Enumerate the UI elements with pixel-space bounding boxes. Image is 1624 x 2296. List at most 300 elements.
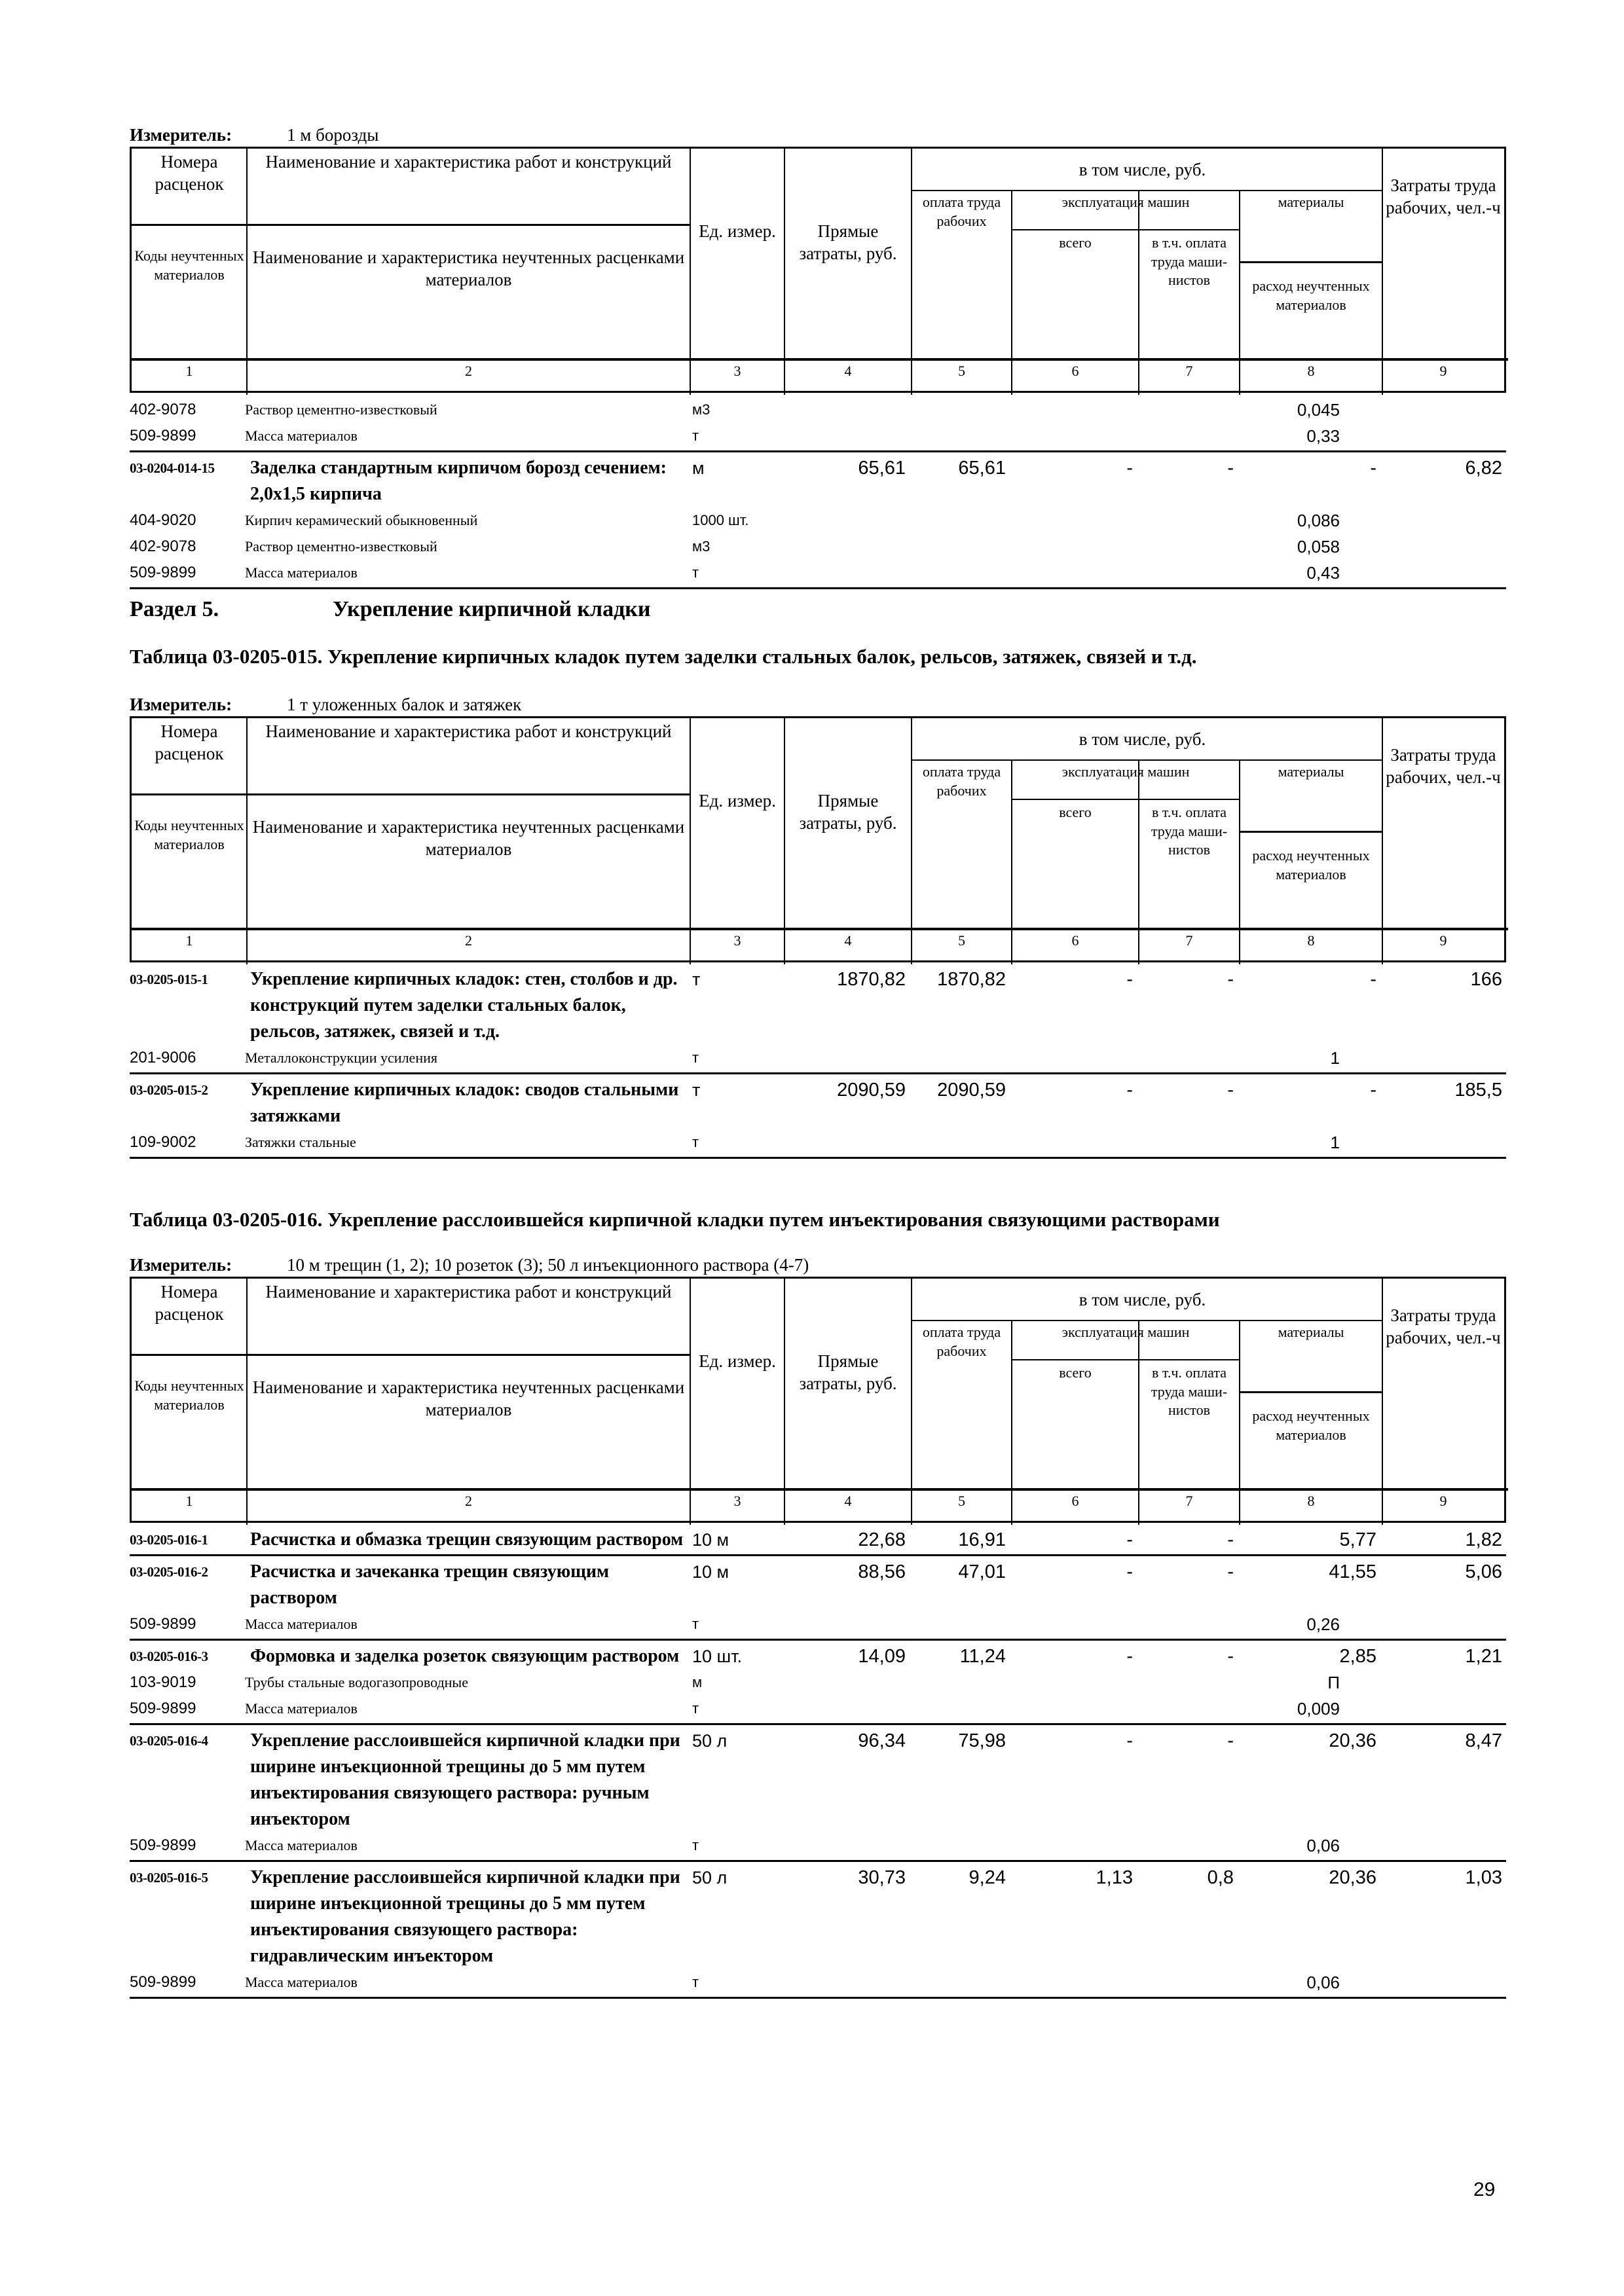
empty-cell: [783, 1045, 910, 1071]
empty-cell: [1137, 1129, 1238, 1156]
rate-code: 509-9899: [130, 427, 196, 445]
rate-code: 509-9899: [130, 1973, 196, 1991]
header-column-number: 9: [1439, 363, 1447, 379]
empty-cell: [1010, 423, 1137, 449]
table-rule: [1012, 1359, 1240, 1360]
empty-cell: [910, 1696, 1010, 1722]
rate-code: 402-9078: [130, 538, 196, 555]
table-rule: [132, 224, 690, 226]
table-rule: [912, 759, 1382, 761]
unit: м: [692, 458, 705, 478]
header-column-number: 7: [1185, 1493, 1193, 1509]
empty-cell: [1380, 1832, 1506, 1859]
rate-name: Масса материалов: [245, 428, 358, 444]
empty-cell: [910, 1611, 1010, 1637]
material-consumption: 0,009: [1297, 1699, 1340, 1719]
table-header: [130, 1277, 1506, 1523]
material-consumption: 0,26: [1306, 1614, 1340, 1634]
header-column-number: 2: [465, 932, 472, 949]
page-number: 29: [1473, 2179, 1496, 2200]
table-rule: [132, 928, 1508, 930]
header-materials-unaccounted: расход неучтенных материалов: [1252, 278, 1370, 313]
header-labor-pay: оплата труда рабочих: [922, 1324, 1001, 1359]
rate-name: Масса материалов: [245, 1974, 358, 1990]
group-separator: [130, 1157, 1506, 1159]
rate-row: [130, 455, 1506, 507]
material-row: [130, 1696, 1506, 1722]
empty-cell: [1137, 1969, 1238, 1995]
empty-cell: [1137, 1696, 1238, 1722]
materials: 5,77: [1339, 1529, 1376, 1550]
empty-cell: [1380, 397, 1506, 423]
table-header: [130, 147, 1506, 393]
empty-cell: [1137, 397, 1238, 423]
material-row: [130, 1611, 1506, 1637]
material-row: [130, 423, 1506, 449]
empty-cell: [910, 1045, 1010, 1071]
empty-cell: [783, 1832, 910, 1859]
header-rates: Номера расценок: [155, 1282, 224, 1324]
direct-costs: 30,73: [858, 1867, 906, 1888]
material-consumption: 0,06: [1306, 1973, 1340, 1992]
labor-pay: 11,24: [959, 1646, 1006, 1667]
material-consumption: 0,33: [1306, 426, 1340, 446]
header-labor-pay: оплата труда рабочих: [922, 763, 1001, 799]
labor-pay: 1870,82: [937, 969, 1006, 990]
empty-cell: [1137, 423, 1238, 449]
machines-labor: -: [1227, 1529, 1234, 1550]
unit: 50 л: [692, 1868, 728, 1887]
rate-name: Расчистка и обмазка трещин связующим раствором: [250, 1529, 684, 1550]
table-rule: [1012, 229, 1240, 230]
empty-cell: [1010, 1969, 1137, 1995]
rate-name: Кирпич керамический обыкновенный: [245, 512, 478, 528]
header-column-number: 4: [844, 363, 852, 379]
header-machines-labor: в т.ч. оплата труда маши-нистов: [1151, 1364, 1228, 1419]
material-consumption: 0,058: [1297, 537, 1340, 556]
unit: 50 л: [692, 1731, 728, 1751]
unit: т: [692, 1049, 699, 1066]
machines-labor: -: [1227, 458, 1234, 479]
header-column-number: 7: [1185, 932, 1193, 949]
header-machines-labor: в т.ч. оплата труда маши-нистов: [1151, 804, 1228, 858]
empty-cell: [1010, 1045, 1137, 1071]
group-separator: [130, 1723, 1506, 1725]
labor-cost: 5,06: [1465, 1561, 1502, 1582]
material-consumption: 1: [1330, 1133, 1340, 1152]
empty-cell: [783, 1611, 910, 1637]
table-header: [130, 716, 1506, 962]
rate-row: [130, 1527, 1506, 1553]
rate-name: Масса материалов: [245, 1700, 358, 1717]
rate-code: 509-9899: [130, 1615, 196, 1633]
rate-name: Расчистка и зачеканка трещин связующим раствором: [250, 1561, 610, 1608]
empty-cell: [1380, 507, 1506, 534]
unit: 10 шт.: [692, 1647, 743, 1666]
empty-cell: [1137, 1669, 1238, 1696]
direct-costs: 65,61: [858, 458, 906, 479]
group-separator: [130, 587, 1506, 589]
table-body: [130, 966, 1506, 1159]
header-column-number: 6: [1071, 932, 1079, 949]
rate-row: [130, 1077, 1506, 1129]
unit: т: [692, 1080, 701, 1100]
header-including: в том числе, руб.: [1079, 729, 1206, 749]
table-block-016: [130, 1253, 1506, 2001]
measure-line: [130, 123, 1506, 147]
machines-labor: -: [1227, 1646, 1234, 1667]
rate-row: [130, 1643, 1506, 1669]
table-block-1: [130, 123, 1506, 592]
section-number: Раздел 5.: [130, 597, 219, 621]
header-column-number: 6: [1071, 1493, 1079, 1509]
measure-value: 1 м борозды: [287, 125, 379, 145]
materials: -: [1370, 458, 1376, 479]
measure-label: Измеритель:: [130, 1255, 232, 1275]
empty-cell: [783, 423, 910, 449]
empty-cell: [1137, 1832, 1238, 1859]
table-block-015: [130, 693, 1506, 1161]
materials: -: [1370, 1080, 1376, 1101]
table-rule: [912, 190, 1382, 191]
empty-cell: [783, 1969, 910, 1995]
table-rule: [132, 1354, 690, 1356]
table-rule: [912, 1320, 1382, 1321]
machines-total: -: [1126, 1080, 1133, 1101]
material-consumption: 0,086: [1297, 511, 1340, 530]
empty-cell: [910, 1129, 1010, 1156]
header-column-number: 2: [465, 1493, 472, 1509]
empty-cell: [1010, 507, 1137, 534]
rate-code: 109-9002: [130, 1133, 196, 1151]
rate-name: Трубы стальные водогазопроводные: [245, 1674, 468, 1690]
empty-cell: [1010, 1832, 1137, 1859]
labor-cost: 1,82: [1465, 1529, 1502, 1550]
machines-labor: -: [1227, 969, 1234, 990]
rate-name: Укрепление кирпичных кладок: сводов стальными затяжками: [250, 1080, 679, 1126]
empty-cell: [1137, 1611, 1238, 1637]
rate-name: Укрепление кирпичных кладок: стен, столбов и др. конструкций путем заделки стальных балок, рельсов, затяжек, связей и т.д.: [250, 969, 678, 1042]
header-unit: Ед. измер.: [699, 221, 776, 241]
header-direct-costs: Прямые затраты, руб.: [799, 221, 897, 263]
header-machines: эксплуатация машин: [1061, 1324, 1190, 1340]
material-consumption: 0,06: [1306, 1836, 1340, 1855]
header-materials-unaccounted: расход неучтенных материалов: [1252, 1408, 1370, 1443]
rate-code: 103-9019: [130, 1673, 196, 1691]
rate-name: Масса материалов: [245, 1616, 358, 1632]
table-body: [130, 397, 1506, 589]
group-separator: [130, 1639, 1506, 1641]
group-separator: [130, 1554, 1506, 1556]
header-including: в том числе, руб.: [1079, 160, 1206, 179]
unit: м3: [692, 401, 710, 418]
empty-cell: [1010, 1696, 1137, 1722]
header-column-number: 5: [958, 363, 965, 379]
table-rule: [1012, 799, 1240, 800]
group-separator: [130, 1997, 1506, 1999]
measure-label: Измеритель:: [130, 695, 232, 714]
empty-cell: [1010, 560, 1137, 586]
header-unit: Ед. измер.: [699, 1351, 776, 1371]
group-separator: [130, 1860, 1506, 1862]
machines-labor: -: [1227, 1561, 1234, 1582]
unit: т: [692, 1616, 699, 1632]
material-row: [130, 1129, 1506, 1156]
empty-cell: [910, 560, 1010, 586]
table-rule: [132, 358, 1508, 361]
header-column-number: 1: [185, 932, 193, 949]
direct-costs: 96,34: [858, 1730, 906, 1751]
header-material-codes: Коды неучтенных материалов: [134, 247, 244, 283]
materials: 41,55: [1329, 1561, 1376, 1582]
rate-code: 03-0205-016-4: [130, 1733, 208, 1749]
table-rule: [132, 1488, 1508, 1491]
unit: т: [692, 1700, 699, 1717]
labor-pay: 65,61: [958, 458, 1006, 479]
machines-total: -: [1126, 1730, 1133, 1751]
empty-cell: [783, 534, 910, 560]
empty-cell: [783, 507, 910, 534]
group-separator: [130, 450, 1506, 452]
material-row: [130, 534, 1506, 560]
materials: -: [1370, 969, 1376, 990]
rate-code: 03-0205-016-3: [130, 1649, 208, 1664]
empty-cell: [1137, 534, 1238, 560]
unit: т: [692, 564, 699, 581]
material-consumption: 0,045: [1297, 400, 1340, 420]
material-consumption: П: [1327, 1673, 1340, 1692]
header-materials: материалы: [1278, 194, 1344, 210]
header-rates: Номера расценок: [155, 152, 224, 194]
labor-pay: 75,98: [958, 1730, 1006, 1751]
header-column-number: 1: [185, 1493, 193, 1509]
machines-total: -: [1126, 1561, 1133, 1582]
unit: 10 м: [692, 1562, 729, 1582]
rate-name: Масса материалов: [245, 1837, 358, 1853]
header-materials: материалы: [1278, 1324, 1344, 1340]
materials: 2,85: [1339, 1646, 1376, 1667]
material-row: [130, 397, 1506, 423]
materials: 20,36: [1329, 1730, 1376, 1751]
header-column-number: 8: [1307, 932, 1315, 949]
header-column-number: 3: [733, 363, 741, 379]
material-row: [130, 507, 1506, 534]
machines-labor: -: [1227, 1080, 1234, 1101]
empty-cell: [1380, 1129, 1506, 1156]
unit: т: [692, 1837, 699, 1853]
header-work-name: Наименование и характеристика работ и конструкций: [265, 721, 672, 741]
header-material-codes: Коды неучтенных материалов: [134, 1377, 244, 1413]
rate-name: Масса материалов: [245, 564, 358, 581]
header-including: в том числе, руб.: [1079, 1290, 1206, 1309]
header-material-name: Наименование и характеристика неучтенных расценками материалов: [252, 247, 685, 289]
unit: т: [692, 970, 701, 989]
measure-value: 10 м трещин (1, 2); 10 розеток (3); 50 л инъекционного раствора (4-7): [287, 1255, 809, 1275]
rate-code: 509-9899: [130, 564, 196, 581]
empty-cell: [1380, 423, 1506, 449]
machines-total: -: [1126, 1529, 1133, 1550]
empty-cell: [910, 1969, 1010, 1995]
rate-code: 03-0205-016-1: [130, 1532, 208, 1548]
header-machines-total: всего: [1059, 234, 1092, 251]
header-column-number: 7: [1185, 363, 1193, 379]
rate-name: Затяжки стальные: [245, 1134, 356, 1150]
direct-costs: 1870,82: [837, 969, 906, 990]
labor-cost: 8,47: [1465, 1730, 1502, 1751]
rate-row: [130, 1865, 1506, 1969]
rate-code: 509-9899: [130, 1700, 196, 1717]
rate-row: [130, 1559, 1506, 1611]
rate-code: 201-9006: [130, 1049, 196, 1066]
header-column-number: 3: [733, 932, 741, 949]
section-heading: [130, 597, 650, 622]
measure-value: 1 т уложенных балок и затяжек: [287, 695, 522, 714]
rate-code: 509-9899: [130, 1836, 196, 1854]
labor-pay: 2090,59: [937, 1080, 1006, 1101]
machines-total: -: [1126, 458, 1133, 479]
header-machines: эксплуатация машин: [1061, 194, 1190, 210]
header-machines-labor: в т.ч. оплата труда маши-нистов: [1151, 234, 1228, 289]
rate-code: 03-0205-015-1: [130, 972, 208, 987]
direct-costs: 14,09: [858, 1646, 906, 1667]
header-column-number: 8: [1307, 363, 1315, 379]
labor-cost: 185,5: [1454, 1080, 1502, 1101]
empty-cell: [910, 1832, 1010, 1859]
unit: м: [692, 1674, 703, 1690]
rate-name: Укрепление расслоившейся кирпичной кладки при ширине инъекционной трещины до 5 мм путем инъектирования связующего раствора: ручным инъектором: [250, 1730, 680, 1829]
header-labor-cost: Затраты труда рабочих, чел.-ч: [1386, 745, 1501, 787]
empty-cell: [1380, 560, 1506, 586]
table-rule: [1240, 261, 1382, 263]
header-direct-costs: Прямые затраты, руб.: [799, 1351, 897, 1393]
empty-cell: [1137, 560, 1238, 586]
direct-costs: 2090,59: [837, 1080, 906, 1101]
empty-cell: [1380, 534, 1506, 560]
rate-name: Укрепление расслоившейся кирпичной кладки при ширине инъекционной трещины до 5 мм путем инъектирования связующего раствора: гидравлическим инъектором: [250, 1867, 680, 1966]
materials: 20,36: [1329, 1867, 1376, 1888]
empty-cell: [910, 423, 1010, 449]
labor-cost: 1,03: [1465, 1867, 1502, 1888]
rate-name: Металлоконструкции усиления: [245, 1049, 437, 1066]
rate-code: 402-9078: [130, 401, 196, 418]
header-column-number: 4: [844, 1493, 852, 1509]
empty-cell: [1137, 507, 1238, 534]
labor-pay: 9,24: [969, 1867, 1006, 1888]
empty-cell: [1380, 1696, 1506, 1722]
unit: т: [692, 1134, 699, 1150]
empty-cell: [783, 397, 910, 423]
rate-code: 03-0205-015-2: [130, 1082, 208, 1098]
table-title-015: Таблица 03-0205-015. Укрепление кирпичных кладок путем заделки стальных балок, рельсов, затяжек, связей и т.д.: [130, 645, 1197, 668]
empty-cell: [1380, 1611, 1506, 1637]
direct-costs: 22,68: [858, 1529, 906, 1550]
rate-code: 404-9020: [130, 511, 196, 529]
header-material-codes: Коды неучтенных материалов: [134, 817, 244, 852]
labor-cost: 1,21: [1465, 1646, 1502, 1667]
header-column-number: 3: [733, 1493, 741, 1509]
header-column-number: 5: [958, 1493, 965, 1509]
rate-name: Заделка стандартным кирпичом борозд сечением: 2,0х1,5 кирпича: [250, 458, 667, 504]
rate-row: [130, 966, 1506, 1045]
header-column-number: 5: [958, 932, 965, 949]
header-column-number: 6: [1071, 363, 1079, 379]
empty-cell: [910, 507, 1010, 534]
section-title: Укрепление кирпичной кладки: [333, 597, 651, 621]
rate-name: Раствор цементно-известковый: [245, 538, 437, 555]
material-row: [130, 560, 1506, 586]
material-row: [130, 1969, 1506, 1995]
unit: т: [692, 1974, 699, 1990]
table-body: [130, 1527, 1506, 1999]
empty-cell: [1380, 1969, 1506, 1995]
labor-pay: 16,91: [958, 1529, 1006, 1550]
header-machines: эксплуатация машин: [1061, 763, 1190, 780]
rate-row: [130, 1728, 1506, 1832]
header-unit: Ед. измер.: [699, 791, 776, 811]
table-rule: [1240, 831, 1382, 833]
table-title-016: Таблица 03-0205-016. Укрепление расслоившейся кирпичной кладки путем инъектирования связующими растворами: [130, 1208, 1220, 1231]
machines-total: 1,13: [1096, 1867, 1133, 1888]
table-rule: [1240, 1391, 1382, 1393]
rate-code: 03-0205-016-2: [130, 1564, 208, 1580]
rate-code: 03-0204-014-15: [130, 460, 215, 476]
header-material-name: Наименование и характеристика неучтенных расценками материалов: [252, 1377, 685, 1419]
group-separator: [130, 1072, 1506, 1074]
header-machines-total: всего: [1059, 1364, 1092, 1381]
header-materials-unaccounted: расход неучтенных материалов: [1252, 847, 1370, 883]
empty-cell: [1010, 534, 1137, 560]
material-row: [130, 1832, 1506, 1859]
header-material-name: Наименование и характеристика неучтенных расценками материалов: [252, 817, 685, 859]
machines-total: -: [1126, 969, 1133, 990]
measure-label: Измеритель:: [130, 125, 232, 145]
empty-cell: [783, 1669, 910, 1696]
machines-labor: 0,8: [1207, 1867, 1234, 1888]
rate-name: Раствор цементно-известковый: [245, 401, 437, 418]
empty-cell: [783, 1129, 910, 1156]
measure-line: [130, 1253, 1506, 1277]
empty-cell: [1010, 1611, 1137, 1637]
material-consumption: 0,43: [1306, 563, 1340, 583]
empty-cell: [1380, 1669, 1506, 1696]
material-row: [130, 1669, 1506, 1696]
unit: м3: [692, 538, 710, 555]
header-column-number: 9: [1439, 1493, 1447, 1509]
machines-total: -: [1126, 1646, 1133, 1667]
table-rule: [132, 793, 690, 795]
labor-cost: 6,82: [1465, 458, 1502, 479]
rate-name: Формовка и заделка розеток связующим раствором: [250, 1646, 680, 1666]
machines-labor: -: [1227, 1730, 1234, 1751]
rate-code: 03-0205-016-5: [130, 1870, 208, 1886]
direct-costs: 88,56: [858, 1561, 906, 1582]
header-machines-total: всего: [1059, 804, 1092, 820]
empty-cell: [910, 534, 1010, 560]
header-work-name: Наименование и характеристика работ и конструкций: [265, 1282, 672, 1302]
measure-line: [130, 693, 1506, 716]
unit: 1000 шт.: [692, 512, 749, 528]
header-materials: материалы: [1278, 763, 1344, 780]
material-consumption: 1: [1330, 1048, 1340, 1068]
empty-cell: [910, 397, 1010, 423]
empty-cell: [1010, 1669, 1137, 1696]
unit: т: [692, 428, 699, 444]
labor-pay: 47,01: [958, 1561, 1006, 1582]
labor-cost: 166: [1470, 969, 1502, 990]
header-column-number: 9: [1439, 932, 1447, 949]
empty-cell: [1010, 1129, 1137, 1156]
empty-cell: [1010, 397, 1137, 423]
